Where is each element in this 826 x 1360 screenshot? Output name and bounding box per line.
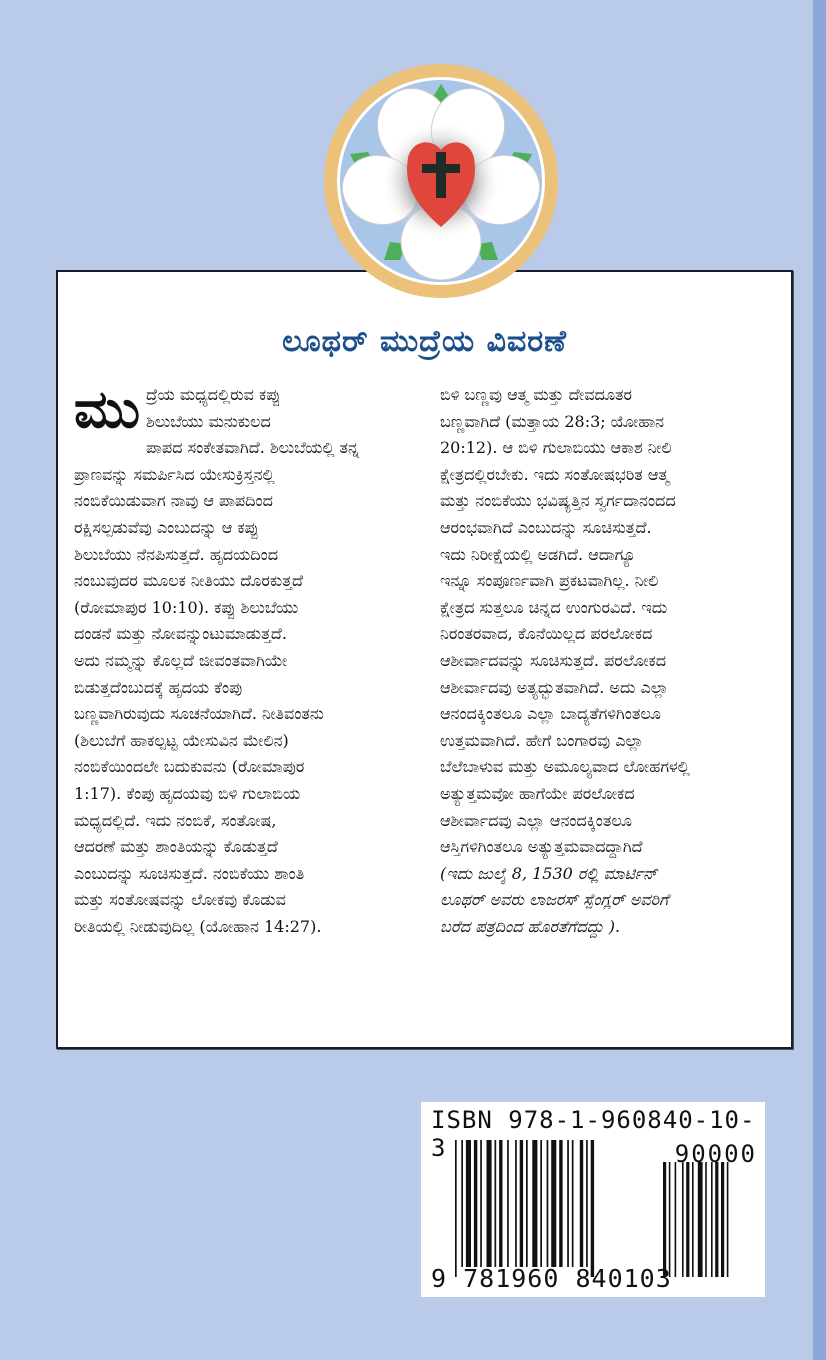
- spine-edge: [813, 0, 826, 1360]
- text-line: ಎಂಬುದನ್ನು ಸೂಚಿಸುತ್ತದೆ. ನಂಬಿಕೆಯು ಶಾಂತಿ: [74, 863, 305, 883]
- text-line: ಆಶೀರ್ವಾದವು ಎಲ್ಲಾ ಆನಂದಕ್ಕಿಂತಲೂ: [440, 810, 632, 830]
- text-line: (ರೋಮಾಪುರ 10:10). ಕಪ್ಪು ಶಿಲುಬೆಯು: [74, 597, 299, 617]
- text-line: ದ್ರೆಯ ಮಧ್ಯದಲ್ಲಿರುವ ಕಪ್ಪು: [146, 385, 281, 404]
- text-line: ನಿರಂತರವಾದ, ಕೊನೆಯಿಲ್ಲದ ಪರಲೋಕದ: [440, 624, 653, 644]
- addon-bar: [663, 1162, 666, 1277]
- text-line: 1:17). ಕೆಂಪು ಹೃದಯವು ಬಿಳಿ ಗುಲಾಬಿಯ: [74, 783, 301, 803]
- addon-bar: [711, 1162, 713, 1277]
- text-line: ಇನ್ನೂ ಸಂಪೂರ್ಣವಾಗಿ ಪ್ರಕಟವಾಗಿಲ್ಲ. ನೀಲಿ: [440, 571, 659, 591]
- text-line: ಅತ್ಯುತ್ತಮವೋ ಹಾಗೆಯೇ ಪರಲೋಕದ: [440, 783, 635, 803]
- text-line: ಶಿಲುಬೆಯು ನೆನಪಿಸುತ್ತದೆ. ಹೃದಯದಿಂದ: [74, 544, 279, 564]
- text-line: ಆಶೀರ್ವಾದವನ್ನು ಸೂಚಿಸುತ್ತದೆ. ಪರಲೋಕದ: [440, 650, 667, 670]
- text-line: ಪಾಪದ ಸಂಕೇತವಾಗಿದೆ. ಶಿಲುಬೆಯಲ್ಲಿ ತನ್ನ: [146, 438, 360, 458]
- text-line: ಕ್ಷೇತ್ರದಲ್ಲಿರಬೇಕು. ಇದು ಸಂತೋಷಭರಿತ ಆತ್ಮ: [440, 464, 670, 484]
- addon-bar: [686, 1162, 689, 1277]
- addon-bar: [705, 1162, 707, 1277]
- addon-bar: [698, 1162, 703, 1277]
- text-line: ನಂಬಿಕೆಯಿಂದಲೇ ಬದುಕುವನು (ರೋಮಾಪುರ: [74, 757, 305, 777]
- description-panel: [56, 270, 793, 1049]
- text-line: ಆನಂದಕ್ಕಿಂತಲೂ ಎಲ್ಲಾ ಬಾದ್ಯತೆಗಳಿಗಿಂತಲೂ: [440, 704, 661, 724]
- text-line: 20:12). ಆ ಬಿಳಿ ಗುಲಾಬಿಯು ಆಕಾಶ ನೀಲಿ: [440, 438, 672, 458]
- text-line: ರೀತಿಯಲ್ಲಿ ನೀಡುವುದಿಲ್ಲ (ಯೋಹಾನ 14:27).: [74, 916, 322, 936]
- addon-bar: [669, 1162, 671, 1277]
- barcode-digits: 9 781960 840103: [431, 1264, 672, 1293]
- text-line: ಶಿಲುಬೆಯು ಮನುಕುಲದ: [146, 411, 271, 431]
- text-line: ಅದು ನಮ್ಮನ್ನು ಕೊಲ್ಲದೆ ಜೀವಂತವಾಗಿಯೇ: [74, 650, 288, 670]
- text-line: ಬಿಳಿ ಬಣ್ಣವು ಆತ್ಮ ಮತ್ತು ದೇವದೂತರ: [440, 385, 632, 404]
- citation-line: ಲೂಥರ್ ಅವರು ಲಾಜರಸ್ ಸ್ಪೆಂಗ್ಲರ್ ಅವರಿಗೆ: [440, 890, 669, 910]
- citation-line: (ಇದು ಜುಲೈ 8, 1530 ರಲ್ಲಿ ಮಾರ್ಟಿನ್: [440, 863, 658, 883]
- addon-bar: [692, 1162, 694, 1277]
- citation-line: ಬರೆದ ಪತ್ರದಿಂದ ಹೊರತೆಗೆದದ್ದು ).: [440, 916, 621, 936]
- text-line: ಬೆಲೆಬಾಳುವ ಮತ್ತು ಅಮೂಲ್ಯವಾದ ಲೋಹಗಳಲ್ಲಿ: [440, 757, 690, 777]
- text-line: ನಂಬುವುದರ ಮೂಲಕ ನೀತಿಯು ದೊರಕುತ್ತದೆ: [74, 571, 303, 591]
- addon-bar: [721, 1162, 724, 1277]
- text-line: ಬಿಡುತ್ತದೆಂಬುದಕ್ಕೆ ಹೃದಯ ಕೆಂಪು: [74, 677, 243, 697]
- isbn-barcode: [421, 1102, 765, 1297]
- right-column: [440, 382, 785, 940]
- text-line: ಮತ್ತು ನಂಬಿಕೆಯು ಭವಿಷ್ಯತ್ತಿನ ಸ್ವರ್ಗದಾನಂದದ: [440, 491, 676, 511]
- addon-bar: [682, 1162, 684, 1277]
- text-line: ಆದರಣೆ ಮತ್ತು ಶಾಂತಿಯನ್ನು ಕೊಡುತ್ತದೆ: [74, 837, 278, 857]
- text-line: ಮತ್ತು ಸಂತೋಷವನ್ನು ಲೋಕವು ಕೊಡುವ: [74, 890, 286, 910]
- text-line: ಆಶೀರ್ವಾದವು ಅತ್ಯದ್ಭುತವಾಗಿದೆ. ಅದು ಎಲ್ಲಾ: [440, 677, 669, 697]
- text-line: ದಂಡನೆ ಮತ್ತು ನೋವನ್ನುಂಟುಮಾಡುತ್ತದೆ.: [74, 624, 287, 644]
- text-line: ನಂಬಿಕೆಯಿಡುವಾಗ ನಾವು ಆ ಪಾಪದಿಂದ: [74, 491, 273, 511]
- text-line: ಆರಂಭವಾಗಿದೆ ಎಂಬುದನ್ನು ಸೂಚಿಸುತ್ತದೆ.: [440, 517, 652, 537]
- drop-cap: ಮು: [74, 379, 140, 440]
- text-line: ರಕ್ಷಿಸಲ್ಪಡುವೆವು ಎಂಬುದನ್ನು ಆ ಕಪ್ಪು: [74, 517, 259, 537]
- addon-bar: [727, 1162, 729, 1277]
- text-line: ಬಣ್ಣವಾಗಿರುವುದು ಸೂಚನೆಯಾಗಿದೆ. ನೀತಿವಂತನು: [74, 704, 324, 724]
- price-addon: 90000: [674, 1140, 757, 1168]
- luther-rose-seal: [322, 62, 560, 300]
- addon-bar: [675, 1162, 677, 1277]
- addon-bar: [715, 1162, 718, 1277]
- text-line: ಬಣ್ಣವಾಗಿದೆ (ಮತ್ತಾಯ 28:3; ಯೋಹಾನ: [440, 411, 665, 431]
- isbn-label: ISBN 978-1-960840-10-3: [431, 1106, 756, 1162]
- text-line: ಉತ್ತಮವಾಗಿದೆ. ಹೇಗೆ ಬಂಗಾರವು ಎಲ್ಲಾ: [440, 730, 644, 750]
- left-column: [74, 379, 404, 940]
- page-title: ಲೂಥರ್ ಮುದ್ರೆಯ ವಿವರಣೆ: [282, 324, 567, 359]
- text-line: (ಶಿಲುಬೆಗೆ ಹಾಕಲ್ಪಟ್ಟ ಯೇಸುವಿನ ಮೇಲಿನ): [74, 730, 289, 750]
- text-line: ಕ್ಷೇತ್ರದ ಸುತ್ತಲೂ ಚಿನ್ನದ ಉಂಗುರವಿದೆ. ಇದು: [440, 597, 668, 617]
- text-line: ಪ್ರಾಣವನ್ನು ಸಮರ್ಪಿಸಿದ ಯೇಸುಕ್ರಿಸ್ತನಲ್ಲಿ: [74, 464, 275, 484]
- text-line: ಮಧ್ಯದಲ್ಲಿದೆ. ಇದು ನಂಬಿಕೆ, ಸಂತೋಷ,: [74, 810, 277, 830]
- text-line: ಇದು ನಿರೀಕ್ಷೆಯಲ್ಲಿ ಅಡಗಿದೆ. ಆದಾಗ್ಯೂ: [440, 544, 636, 564]
- text-line: ಆಸ್ತಿಗಳಿಗಿಂತಲೂ ಅತ್ಯುತ್ತಮವಾದದ್ದಾಗಿದೆ: [440, 837, 643, 857]
